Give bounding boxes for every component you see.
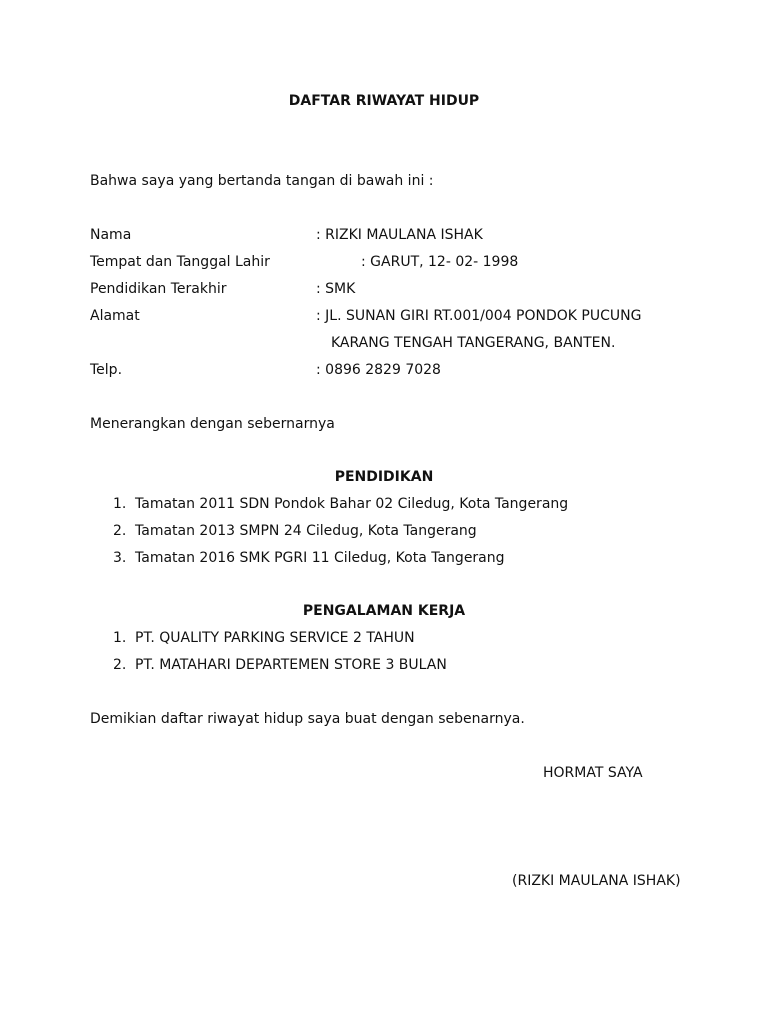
field-label-ttl: Tempat dan Tanggal Lahir: [90, 254, 270, 270]
intro-text: Bahwa saya yang bertanda tangan di bawah ini :: [90, 173, 434, 189]
field-value-telp: : 0896 2829 7028: [316, 362, 441, 378]
statement-text: Menerangkan dengan sebernarnya: [90, 416, 335, 432]
list-number: 1.: [113, 630, 127, 646]
list-number: 2.: [113, 657, 127, 673]
list-text: Tamatan 2011 SDN Pondok Bahar 02 Ciledug, Kota Tangerang: [135, 496, 569, 512]
experience-item: [113, 655, 447, 675]
field-value-nama: : RIZKI MAULANA ISHAK: [316, 227, 483, 243]
list-text: PT. QUALITY PARKING SERVICE 2 TAHUN: [135, 630, 415, 646]
document-title: DAFTAR RIWAYAT HIDUP: [288, 93, 480, 109]
list-text: Tamatan 2013 SMPN 24 Ciledug, Kota Tangerang: [135, 523, 477, 539]
list-number: 2.: [113, 523, 127, 539]
signature-greeting: HORMAT SAYA: [543, 765, 643, 781]
education-item: [113, 521, 477, 541]
education-item: [113, 494, 568, 514]
field-label-telp: Telp.: [90, 362, 123, 378]
field-value-alamat-line2: KARANG TENGAH TANGERANG, BANTEN.: [331, 335, 616, 351]
field-label-nama: Nama: [90, 227, 132, 243]
list-number: 1.: [113, 496, 127, 512]
signature-name: (RIZKI MAULANA ISHAK): [512, 873, 681, 889]
list-number: 3.: [113, 550, 127, 566]
list-text: Tamatan 2016 SMK PGRI 11 Ciledug, Kota Tangerang: [135, 550, 505, 566]
field-label-pendidikan: Pendidikan Terakhir: [90, 281, 227, 297]
experience-heading: PENGALAMAN KERJA: [302, 603, 466, 619]
field-value-alamat: : JL. SUNAN GIRI RT.001/004 PONDOK PUCUNG: [316, 308, 642, 324]
education-heading: PENDIDIKAN: [334, 469, 434, 485]
field-value-ttl: : GARUT, 12- 02- 1998: [361, 254, 519, 270]
education-item: [113, 548, 505, 568]
field-label-alamat: Alamat: [90, 308, 140, 324]
field-value-pendidikan: : SMK: [316, 281, 356, 297]
list-text: PT. MATAHARI DEPARTEMEN STORE 3 BULAN: [135, 657, 447, 673]
closing-text: Demikian daftar riwayat hidup saya buat dengan sebenarnya.: [90, 711, 525, 727]
experience-item: [113, 628, 415, 648]
